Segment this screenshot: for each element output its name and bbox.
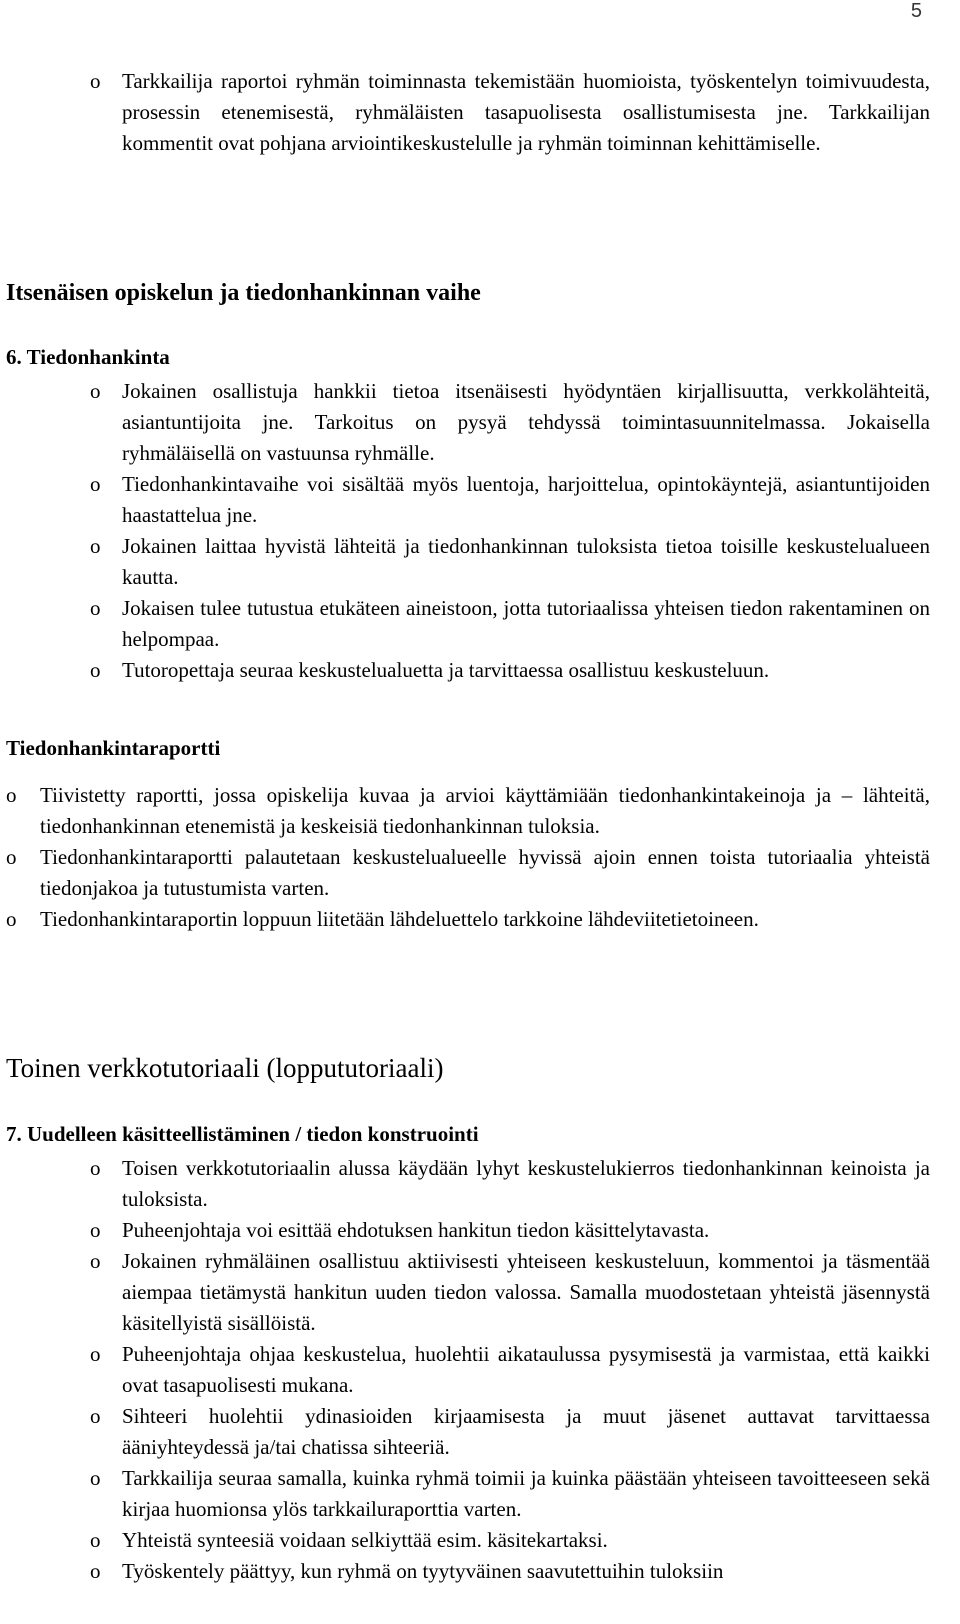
bullet-marker: o [90,1342,101,1366]
list-item-text: Sihteeri huolehtii ydinasioiden kirjaamisesta ja muut jäsenet auttavat tarvittaessa ääniyhteydessä ja/tai chatissa sihteeriä. [122,1404,930,1459]
list-item-text: Puheenjohtaja voi esittää ehdotuksen hankitun tiedon käsittelytavasta. [122,1218,710,1242]
list-item [0,780,930,842]
bullet-marker: o [90,1559,101,1583]
bullet-marker: o [90,69,101,93]
bullet-marker: o [90,1404,101,1428]
list-item-text: Jokaisen tulee tutustua etukäteen aineistoon, jotta tutoriaalissa yhteisen tiedon rakentaminen on helpompaa. [122,596,930,651]
list-item [0,904,930,935]
step6-title: 6. Tiedonhankinta [6,345,170,369]
list-item-text: Tarkkailija seuraa samalla, kuinka ryhmä toimii ja kuinka päästään yhteiseen tavoitteeseen sekä kirjaa huomionsa ylös tarkkailuraporttia varten. [122,1466,930,1521]
bullet-marker: o [90,1156,101,1180]
step7-title: 7. Uudelleen käsitteellistäminen / tiedon konstruointi [6,1122,479,1146]
tutorial-heading: Toinen verkkotutoriaali (loppututoriaali) [6,1053,444,1083]
list-item-text: Yhteistä synteesiä voidaan selkiyttää esim. käsitekartaksi. [122,1528,608,1552]
list-item-text: Tiedonhankintaraportin loppuun liitetään lähdeluettelo tarkkoine lähdeviitetietoineen. [40,907,759,931]
bullet-marker: o [90,472,101,496]
list-item [0,1215,930,1246]
bullet-marker: o [90,658,101,682]
report-list [0,780,930,935]
list-item [0,469,930,531]
list-item [0,1463,930,1525]
list-item [0,376,930,469]
bullet-marker: o [90,1466,101,1490]
list-item [0,531,930,593]
list-item [0,1401,930,1463]
list-item-text: Tiedonhankintavaihe voi sisältää myös luentoja, harjoittelua, opintokäyntejä, asiantuntijoiden haastattelua jne. [122,472,930,527]
list-item-text: Jokainen ryhmäläinen osallistuu aktiivisesti yhteiseen keskusteluun, kommentoi ja täsmentää aiempaa tietämystä hankitun uuden tiedon valossa. Samalla muodostetaan yhteistä jäsennystä käsitellyistä sisällöistä. [122,1249,930,1335]
bullet-marker: o [90,1249,101,1273]
list-item [0,66,930,159]
report-title: Tiedonhankintaraportti [6,736,221,760]
list-item [0,655,930,686]
step6-list [0,376,930,686]
section-heading: Itsenäisen opiskelun ja tiedonhankinnan vaihe [6,280,481,306]
list-item [0,1153,930,1215]
list-item [0,1525,930,1556]
list-item-text: Puheenjohtaja ohjaa keskustelua, huolehtii aikataulussa pysymisestä ja varmistaa, että kaikki ovat tasapuolisesti mukana. [122,1342,930,1397]
bullet-marker: o [90,1528,101,1552]
list-item-text: Tutoropettaja seuraa keskustelualuetta ja tarvittaessa osallistuu keskusteluun. [122,658,770,682]
list-item [0,1339,930,1401]
list-item-text: Jokainen laittaa hyvistä lähteitä ja tiedonhankinnan tuloksista tietoa toisille keskustelualueen kautta. [122,534,930,589]
page-number: 5 [910,0,922,22]
list-item [0,1246,930,1339]
top-bullet-list [0,66,930,159]
list-item-text: Jokainen osallistuja hankkii tietoa itsenäisesti hyödyntäen kirjallisuutta, verkkolähteitä, asiantuntijoita jne. Tarkoitus on pysyä tehdyssä toimintasuunnitelmassa. Jokaisella ryhmäläisellä on vastuunsa ryhmälle. [122,379,930,465]
list-item [0,1556,930,1587]
bullet-marker: o [6,783,17,807]
bullet-marker: o [6,845,17,869]
bullet-marker: o [90,596,101,620]
list-item-text: Tiedonhankintaraportti palautetaan keskustelualueelle hyvissä ajoin ennen toista tutoriaalia yhteistä tiedonjakoa ja tutustumista varten. [40,845,930,900]
list-item [0,842,930,904]
list-item-text: Toisen verkkotutoriaalin alussa käydään lyhyt keskustelukierros tiedonhankinnan keinoista ja tuloksista. [122,1156,930,1211]
list-item [0,593,930,655]
list-item-text: Tiivistetty raportti, jossa opiskelija kuvaa ja arvioi käyttämiään tiedonhankintakeinoja ja – lähteitä, tiedonhankinnan etenemistä ja keskeisiä tiedonhankinnan tuloksia. [40,783,930,838]
step7-list [0,1153,930,1587]
list-item-text: Työskentely päättyy, kun ryhmä on tyytyväinen saavutettuihin tuloksiin [122,1559,724,1583]
list-item-text: Tarkkailija raportoi ryhmän toiminnasta tekemistään huomioista, työskentelyn toimivuudesta, prosessin etenemisestä, ryhmäläisten tasapuolisesta osallistumisesta jne. Tarkkailijan kommentit ovat pohjana arviointikeskustelulle ja ryhmän toiminnan kehittämiselle. [122,69,930,155]
bullet-marker: o [90,1218,101,1242]
bullet-marker: o [90,534,101,558]
bullet-marker: o [6,907,17,931]
bullet-marker: o [90,379,101,403]
